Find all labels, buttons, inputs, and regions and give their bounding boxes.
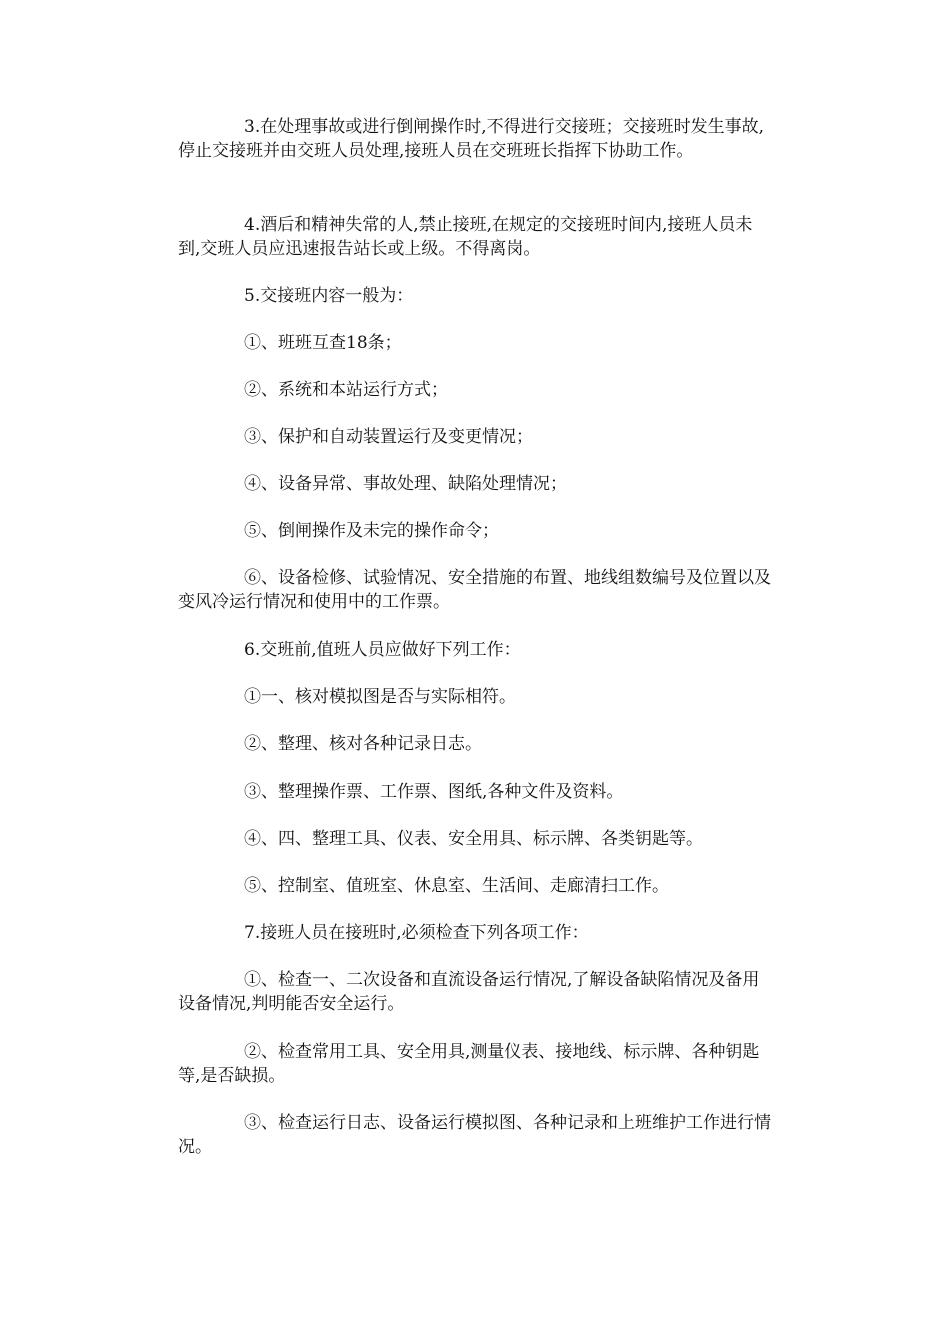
- paragraph-rule-3: 3.在处理事故或进行倒闸操作时,不得进行交接班；交接班时发生事故,停止交接班并由交班人员处理,接班人员在交班班长指挥下协助工作。: [178, 117, 765, 161]
- list-item: ④、四、整理工具、仪表、安全用具、标示牌、各类钥匙等。: [244, 829, 703, 849]
- paragraph-rule-7: 7.接班人员在接班时,必须检查下列各项工作：: [244, 923, 589, 943]
- list-item: ①一、核对模拟图是否与实际相符。: [244, 687, 516, 707]
- list-item: ③、检查运行日志、设备运行模拟图、各种记录和上班维护工作进行情况。: [178, 1113, 771, 1157]
- list-item: ②、整理、核对各种记录日志。: [244, 734, 482, 754]
- paragraph-rule-4: 4.酒后和精神失常的人,禁止接班,在规定的交接班时间内,接班人员未到,交班人员应迅速报告站长或上级。不得离岗。: [178, 215, 753, 259]
- list-item: ④、设备异常、事故处理、缺陷处理情况；: [244, 474, 567, 494]
- paragraph-rule-6: 6.交班前,值班人员应做好下列工作：: [244, 640, 521, 660]
- list-item: ③、整理操作票、工作票、图纸,各种文件及资料。: [244, 782, 624, 802]
- list-item: ②、系统和本站运行方式；: [244, 380, 448, 400]
- list-item: ①、检查一、二次设备和直流设备运行情况,了解设备缺陷情况及备用设备情况,判明能否安全运行。: [178, 970, 760, 1014]
- list-item: ③、保护和自动装置运行及变更情况；: [244, 427, 533, 447]
- list-item: ⑤、倒闸操作及未完的操作命令；: [244, 521, 499, 541]
- list-item: ①、班班互查18条；: [244, 333, 402, 353]
- list-item: ⑥、设备检修、试验情况、安全措施的布置、地线组数编号及位置以及变风冷运行情况和使用中的工作票。: [178, 568, 771, 612]
- list-item: ⑤、控制室、值班室、休息室、生活间、走廊清扫工作。: [244, 876, 669, 896]
- list-item: ②、检查常用工具、安全用具,测量仪表、接地线、标示牌、各种钥匙等,是否缺损。: [178, 1042, 760, 1086]
- paragraph-rule-5: 5.交接班内容一般为：: [244, 286, 414, 306]
